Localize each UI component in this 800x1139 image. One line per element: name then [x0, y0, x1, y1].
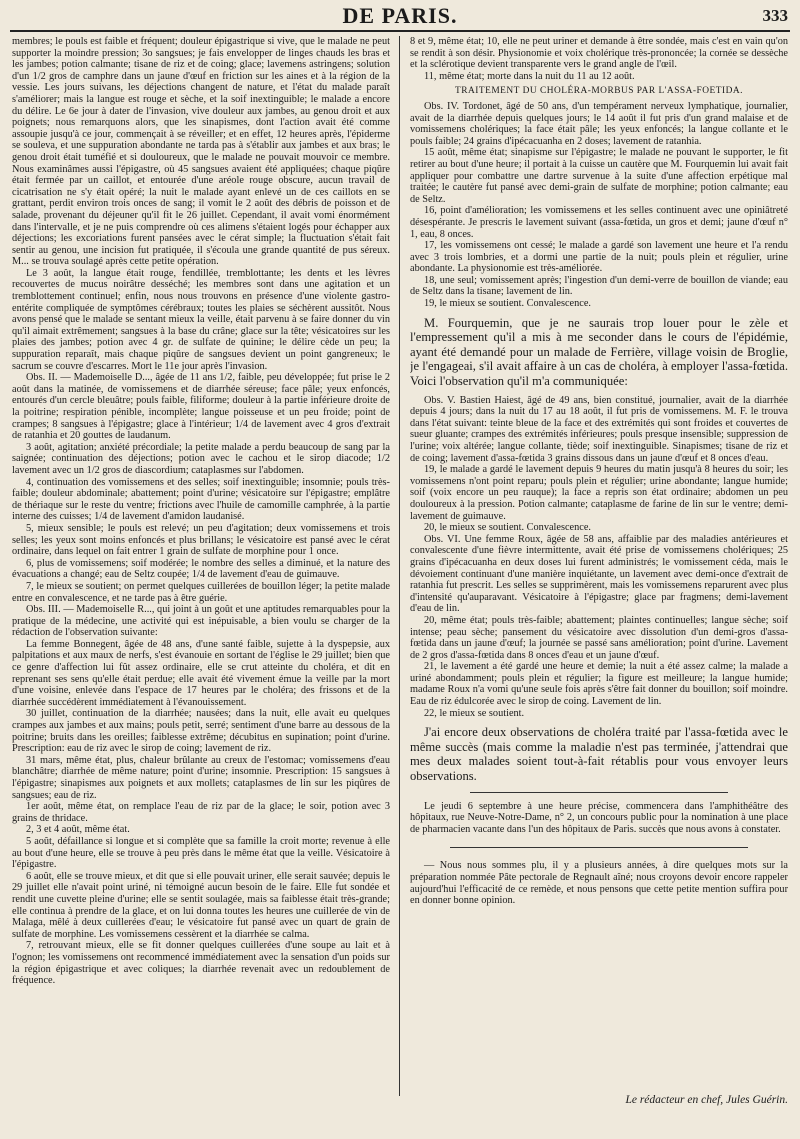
paragraph: 30 juillet, continuation de la diarrhée; nausées; dans la nuit, elle avait eu quelques crampes aux jambes et aux mains; pouls petit, serré; sentiment d'une barre au dessous de la poitrine; bruits dans les oreilles; faiblesse extrême; décubitus en supination; point d'urine. Prescription: eau de riz avec le sirop de coing; lavement de riz.	[12, 708, 390, 755]
observation-5: Obs. V. Bastien Haiest, âgé de 49 ans, bien constitué, journalier, avait de la diarrhée depuis 4 jours; dans la nuit du 17 au 18 août, il fut pris de vomissemens. M. F. le trouva dans l'état suivant: teinte bleue de la face et des extrémités qui sont froides et couvertes de sueur gluante; crampes des extrémités inférieures; pouls presque insensible; suppression de l'urine; voix altérée; langue collante, tiède; soif inextinguible. Sinapismes; tisane de riz et de coing; lavement d'assa-fœtida 3 grains dissous dans un jaune d'œuf et 8 onces d'eau.	[410, 394, 788, 464]
observation-6: Obs. VI. Une femme Roux, âgée de 58 ans, affaiblie par des maladies antérieures et convalescente d'une fièvre intermittente, avait été prise de vomissemens cholériques; 25 grains d'ipécacuanha en deux doses lui furent administrés; le vomissement céda, mais le dévoiement continuant d'une manière inquiétante, un lavement avec demi-once d'extrait de ratanhia fut prescrit. Les selles se supprimèrent, mais les vomissemens reparurent avec plus d'intensité qu'auparavant. Vésicatoire à l'épigastre; glace par fragmens; demi-lavement d'eau de lin.	[410, 533, 788, 615]
paragraph: 21, le lavement a été gardé une heure et demie; la nuit a été assez calme; la malade a uriné abondamment; pouls plein et régulier; la figure est meilleure; la langue humide; madame Roux n'a vomi qu'une seule fois après s'être fait donner du bouillon; soif moindre. Eau de riz édulcorée avec le sirop de coing. Lavement de lin.	[410, 661, 788, 708]
paragraph: 19, le malade a gardé le lavement depuis 9 heures du matin jusqu'à 8 heures du soir; les vomissemens n'ont point reparu; pouls plein et régulier; urine abondante; langue humide; soif (voix encore un peu rauque); la face a repris son état ordinaire; abdomen un peu douloureux à la pression. Potion calmante; cataplasme de farine de lin sur le ventre; demi-lavement de guimauve.	[410, 464, 788, 522]
observation-3: Obs. III. — Mademoiselle R..., qui joint à un goût et une aptitudes remarquables pour la pratique de la médecine, une activité qui est inépuisable, a bien voulu se charger de la rédaction de l'observation suivante:	[12, 604, 390, 639]
paragraph: 2, 3 et 4 août, même état.	[26, 824, 130, 836]
editor-signature: Le rédacteur en chef, Jules Guérin.	[625, 1094, 788, 1106]
paragraph: 8 et 9, même état; 10, elle ne peut uriner et demande à être sondée, mais c'est en vain qu'on se rendit à son désir. Physionomie et voix cholérique très-prononcée; la cornée se dessèche et la sclérotique devient transparente vers le grand angle de l'œil.	[410, 36, 788, 71]
paragraph: 19, le mieux se soutient. Convalescence.	[424, 298, 591, 310]
paragraph: 1er août, même état, on remplace l'eau de riz par de la glace; le soir, potion avec 3 grains de thridace.	[12, 801, 390, 824]
paragraph: 11, même état; morte dans la nuit du 11 au 12 août.	[424, 70, 635, 82]
fourquemin-paragraph: M. Fourquemin, que je ne saurais trop louer pour le zèle et l'empressement qu'il a mis à me seconder dans le cours de l'épidémie, ayant été demandé pour un malade de Ferrière, village voisin de Broglie, je l'engageai, s'il avait affaire à un cas de choléra, à employer l'assa-fœtida. Voici l'observation qu'il m'a communiquée:	[410, 315, 788, 389]
masthead	[10, 0, 790, 32]
right-column	[410, 36, 788, 1096]
paragraph: 5, mieux sensible; le pouls est relevé; un peu d'agitation; deux vomissemens et trois selles; les yeux sont moins enfoncés et plus brillans; le vésicatoire est pansé avec le cérat ordinaire, dans lequel on fait entrer 1 grain de sulfate de morphine pour 1 once.	[12, 522, 390, 558]
observation-4: Obs. IV. Tordonet, âgé de 50 ans, d'un tempérament nerveux lymphatique, journalier, avait de la diarrhée depuis quelques jours; le 14 août il fut pris d'un grand malaise et de vomissemens cholériques; la face était pâle; les yeux enfoncés; la langue collante et le pouls faible; 24 grains d'ipécacuanha en 2 doses; lavement de ratanhia.	[410, 100, 788, 147]
left-column	[12, 36, 390, 1096]
paragraph: Le 3 août, la langue était rouge, fendillée, tremblottante; les dents et les lèvres recouvertes de mucus noirâtre desséché; les membres sont dans une agitation et un tremblottement continuel; enfin, nous nous trouvons en présence d'une violente gastro-entérite compliquée de symptômes cérébraux; toutes les plaies se séchèrent aussitôt. Nous avons pensé que le malade se sentant mieux la veille, était parvenu à se faire donner du vin qu'il aimait extrêmement; sangsues à la base du crâne; glace sur la tête; vésicatoires sur les plaies des jambes; potion avec 4 gr. de sulfate de quinine; le délire cède un peu; la suppuration reparaît, mais chaque piqûre de sangsues devient un point gangreneux; le sacrum se couvre d'escarres. Mort le 11e jour après l'invasion.	[12, 267, 390, 372]
paragraph: 7, retrouvant mieux, elle se fit donner quelques cuillerées d'une soupe au lait et à l'ognon; les vomissemens ont recommencé immédiatement avec la sensation d'un poids sur la région épigastrique et avec coliques; la diarrhée revenait avec un redoublement de fréquence.	[12, 940, 390, 987]
separator-rule	[450, 847, 748, 848]
paragraph: membres; le pouls est faible et fréquent; douleur épigastrique si vive, que le malade ne peut supporter la moindre pression; 3o sangsues; je fais envelopper de linges chauds les bras et les jambes; potion calmante; tisane de riz et de coing; glace; lavemens astringens; solution d'un 1/2 gros de camphre dans un jaune d'œuf en friction sur les aines et à la région de la vessie. Les jours suivans, les déjections changent de nature, et l'état du malade paraît s'améliorer; mais la langue est rouge et sèche, et la soif inextinguible; le malade a encore du délire. Le 6e jour à dater de l'invasion, vive douleur aux jambes, au genou droit et aux poignets; nous remarquons alors, que les sinapismes, dont l'action avait été comme assoupie jusqu'à ce jour, commençait à se réveiller; et en effet, 12 heures après, l'épiderme se souleva, et une suppuration abondante ne tarda pas à s'établir aux jambes et aux bras; le genou droit était tuméfié et si douloureux, que le malade ne pouvait mouvoir ce membre. Nous examinâmes aussi l'épigastre, où 45 sangsues avaient été appliquées; chaque piqûre était fermée par un caillot, et entourée d'une aréole rouge obscure, aucun travail de cicatrisation ne s'y était opéré; la nuit le malade ayant enlevé un de ces caillots en se grattant, perdit environ trois onces de sang; il vomit le 2 août des débris de poisson et de salade, provenant du déjeuner qu'il fit le 26 juillet. Cependant, il avait vomi énormément dans l'intervalle, et je ne puis comprendre où ces alimens s'étaient logés pour échapper aux déjections; les excoriations furent pansées avec le cérat simple; la fluctuation s'était fait sentir au genou, une incision fut pratiquée, il s'écoula une grande quantité de pus séreux. M... se trouva soulagé après cette petite opération.	[12, 36, 390, 268]
paragraph: 15 août, même état; sinapisme sur l'épigastre; le malade ne pouvant le supporter, le fit retirer au bout d'une heure; il portait à la cuisse un cautère que M. Fourquemin lui avait fait appliquer pour combattre une dartre survenue à la suite d'une affection erpétique mal traitée; le cautère fut pansé avec demi-grain de sulfate de morphine; potion calmante; eau de Seltz.	[410, 147, 788, 205]
paragraph: 16, point d'amélioration; les vomissemens et les selles continuent avec une opiniâtreté désespérante. Je prescris le lavement suivant (assa-fœtida, un gros et demi; jaune d'œuf n° 1, eau, 8 onces.	[410, 205, 788, 240]
paragraph: La femme Bonnegent, âgée de 48 ans, d'une santé faible, sujette à la dyspepsie, aux palpitations et aux maux de nerfs, s'est évanouie en sortant de l'église le 29 juillet; bien que ce genre d'affection lui fût assez ordinaire, elle se crut atteinte du choléra, et dit en reprenant ses sens qu'elle était perdue; elle avait été vivement émue la veille par la mort d'une voisine, enlevée dans l'espace de 17 heures par le choléra; des frissons et de la diarrhée succédèrent immédiatement à l'évanouissement.	[12, 638, 390, 708]
paragraph: 20, le mieux se soutient. Convalescence.	[424, 522, 591, 534]
column-divider	[399, 36, 400, 1096]
paragraph: 3 août, agitation; anxiété précordiale; la petite malade a perdu beaucoup de sang par la saignée; continuation des déjections; potion avec le cachou et le sirop diacode; 1/2 lavement avec un 1/2 gros de diascordium; cataplasmes sur l'abdomen.	[12, 441, 390, 476]
paragraph: 4, continuation des vomissemens et des selles; soif inextinguible; insomnie; pouls très-faible; douleur abdominale; abattement; point d'urine; vésicatoire sur l'épigastre; emplâtre de thériaque sur le reste du ventre; frictions avec l'huile de camomille camphrée, à la partie interne des cuisses; 1/4 de lavement d'amidon laudanisé.	[12, 476, 390, 523]
closing-paragraph: J'ai encore deux observations de choléra traité par l'assa-fœtida avec le même succès (mais comme la maladie n'est pas terminée, j'attendrai que mes deux malades soient tout-à-fait rétablis pour vous envoyer leurs observations.	[410, 725, 788, 784]
paragraph: 6 août, elle se trouve mieux, et dit que si elle pouvait uriner, elle serait sauvée; depuis le 29 juillet elle n'avait point uriné, ni témoigné aucun besoin de le faire. Elle fut sondée et rendit une cuvette pleine d'urine; elle se sentit soulagée, mais sa faiblesse était très-grande; elle continua à prendre de la glace, et on lui donna toutes les heures une cuillerée de vin de Malaga, mêlé à deux cuillerées d'eau; le vésicatoire fut pansé avec un quart de grain de sulfate de morphine. Les vomissemens cessèrent et la diarrhée se calma.	[12, 870, 390, 940]
concours-notice: Le jeudi 6 septembre à une heure précise, commencera dans l'amphithéâtre des hôpitaux, rue Neuve-Notre-Dame, n° 2, un concours public pour la nomination à une place de pharmacien vacante dans l'un des hôpitaux de Paris. succès que nous avons à constater.	[410, 800, 788, 835]
paragraph: 6, plus de vomissemens; soif modérée; le nombre des selles a diminué, et la nature des évacuations a changé; eau de Seltz coupée; 1/4 de lavement d'eau de guimauve.	[12, 557, 390, 581]
paragraph: 7, le mieux se soutient; on permet quelques cuillerées de bouillon léger; la petite malade entre en convalescence, et ne tarde pas à être guérie.	[12, 580, 390, 604]
page-number: 333	[762, 6, 788, 25]
separator-rule	[470, 792, 728, 793]
observation-2: Obs. II. — Mademoiselle D..., âgée de 11 ans 1/2, faible, peu développée; fut prise le 2 août dans la matinée, de vomissemens et de diarrhée séreuse; face pâle; yeux enfoncés, entourés d'un cercle bleuâtre; pouls faible, filiforme; douleur à la partie inférieure droite de la poitrine; respiration pénible, incomplète; langue poisseuse et un peu froide; point de crampes; 8 sangsues à l'épigastre; glace à l'intérieur; 1/4 de lavement avec 4 gros d'extrait de ratanhia et 20 gouttes de laudanum.	[12, 372, 390, 442]
page-title: DE PARIS.	[342, 3, 458, 28]
paragraph: 31 mars, même état, plus, chaleur brûlante au creux de l'estomac; vomissemens d'eau blanchâtre; diarrhée de même nature; point d'urine; insomnie. Prescription: 15 sangsues à l'épigastre; sinapismes aux poignets et aux mollets; cataplasmes de lin sur les piqûres de sangsues; eau de riz.	[12, 754, 390, 801]
paragraph: 5 août, défaillance si longue et si complète que sa famille la croit morte; revenue à elle au bout d'une heure, elle se trouve à peu près dans le même état que la veille. Vésicatoire à l'épigastre.	[12, 835, 390, 871]
pate-pectorale-note: — Nous nous sommes plu, il y a plusieurs années, à dire quelques mots sur la préparation nommée Pâte pectorale de Regnault aîné; nous croyons devoir encore rappeler aujourd'hui l'efficacité de ce remède, et nous pensons que cette petite mention suffira pour en donner bonne opinion.	[410, 860, 788, 907]
paragraph: 18, une seul; vomissement après; l'ingestion d'un demi-verre de bouillon de viande; eau de Seltz dans la tisane; lavement de lin.	[410, 274, 788, 298]
paragraph: 20, même état; pouls très-faible; abattement; plaintes continuelles; langue sèche; soif intense; peau sèche; pansement du vésicatoire avec dissolution d'un demi-gros d'assa-fœtida dans un jaune d'œuf; la journée se passé sans amélioration; point d'urine. Lavement de 2 gros d'assa-fœtida dans 8 onces d'eau et un jaune d'œuf.	[410, 614, 788, 661]
paragraph: 22, le mieux se soutient.	[424, 707, 525, 719]
paragraph: 17, les vomissemens ont cessé; le malade a gardé son lavement une heure et l'a rendu avec 3 trois lombries, et a dormi une partie de la nuit; pouls plein et régulier, urine abondante. La physionomie est très-améliorée.	[410, 240, 788, 275]
section-heading: TRAITEMENT DU CHOLÉRA-MORBUS PAR L'ASSA-FOETIDA.	[455, 86, 743, 97]
